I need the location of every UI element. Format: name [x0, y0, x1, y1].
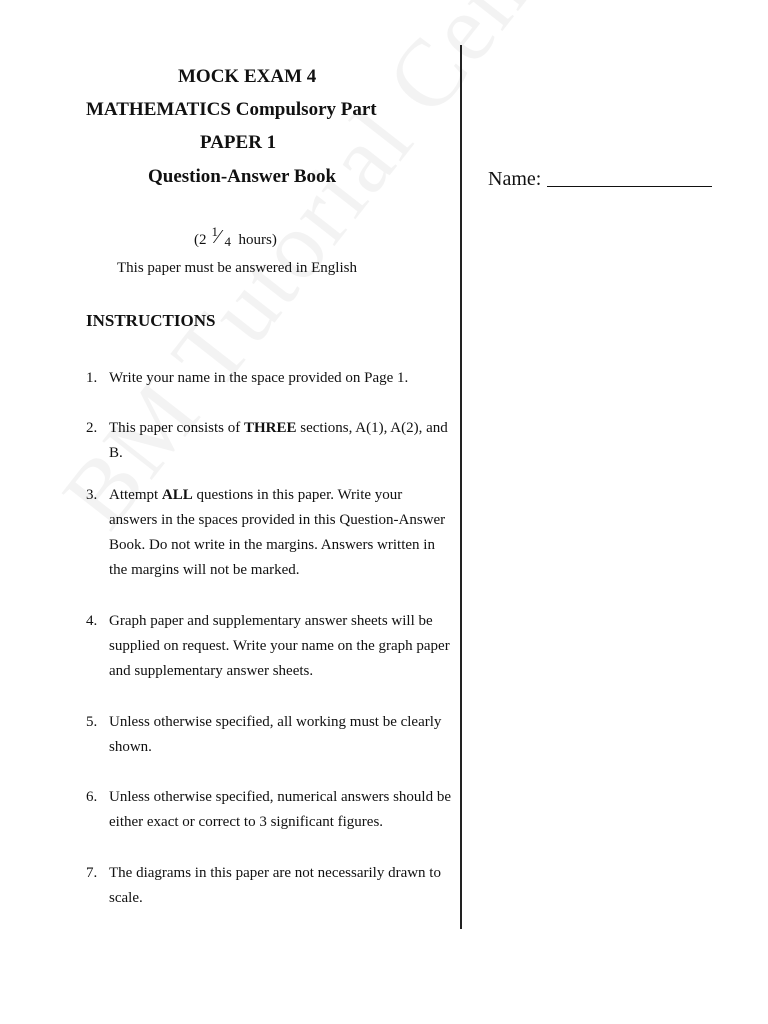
duration-fraction — [209, 224, 235, 249]
instruction-item — [86, 366, 451, 391]
fraction-denominator: 4 — [224, 234, 231, 249]
instruction-text-part: The diagrams in this paper are not necessarily drawn to scale. — [109, 865, 441, 906]
instruction-number: 7. — [86, 865, 98, 881]
instruction-text-part: questions in this paper. Write your answers in the spaces provided in this Question-Answer Book. Do not write in the margins. Answers written in the margins will not be marked. — [109, 487, 446, 578]
instruction-text-part: Write your name in the space provided on Page 1. — [109, 370, 409, 386]
instruction-text — [109, 366, 451, 391]
name-label: Name: — [488, 168, 542, 190]
instruction-item — [86, 785, 451, 835]
name-blank-line[interactable] — [547, 166, 712, 187]
instruction-text-part: This paper consists of — [109, 420, 244, 436]
instructions-heading: INSTRUCTIONS — [86, 311, 216, 330]
book-type: Question-Answer Book — [148, 166, 337, 187]
instruction-item — [86, 483, 451, 583]
instruction-text-part: Attempt — [109, 487, 162, 503]
instruction-number: 6. — [86, 789, 98, 805]
instruction-item — [86, 710, 451, 760]
duration-open: (2 — [194, 232, 207, 248]
exam-title: MOCK EXAM 4 — [178, 66, 317, 87]
instruction-text-part: sections, A(1), A(2), and B. — [109, 420, 448, 461]
instruction-emphasis: ALL — [161, 487, 193, 503]
exam-duration — [194, 224, 277, 249]
instruction-text-part: Graph paper and supplementary answer sheets will be supplied on request. Write your name on the graph paper and supplementary answer sheets. — [109, 613, 450, 679]
instruction-text-part: Unless otherwise specified, numerical answers should be either exact or correct to 3 significant figures. — [109, 789, 451, 830]
instruction-item — [86, 609, 451, 684]
fraction-numerator: 1 — [211, 224, 218, 239]
subject-title: MATHEMATICS Compulsory Part — [86, 99, 377, 120]
instruction-text-part: Unless otherwise specified, all working must be clearly shown. — [109, 714, 442, 755]
fraction-slash: ⁄ — [216, 226, 220, 248]
instruction-number: 5. — [86, 714, 98, 730]
instruction-number: 2. — [86, 420, 98, 436]
instruction-item — [86, 861, 451, 911]
instruction-emphasis: THREE — [243, 420, 297, 436]
instruction-text — [109, 785, 451, 835]
language-note: This paper must be answered in English — [117, 260, 357, 276]
paper-number: PAPER 1 — [200, 132, 277, 153]
instruction-text — [109, 861, 451, 911]
instruction-text — [109, 483, 451, 583]
instruction-number: 3. — [86, 487, 98, 503]
instruction-text — [109, 710, 451, 760]
instruction-text — [109, 609, 451, 684]
instruction-text — [109, 416, 451, 466]
name-field — [488, 166, 712, 191]
instruction-item — [86, 416, 451, 466]
column-divider — [460, 45, 462, 929]
instruction-number: 1. — [86, 370, 98, 386]
instruction-number: 4. — [86, 613, 98, 629]
duration-close: hours) — [238, 232, 277, 248]
